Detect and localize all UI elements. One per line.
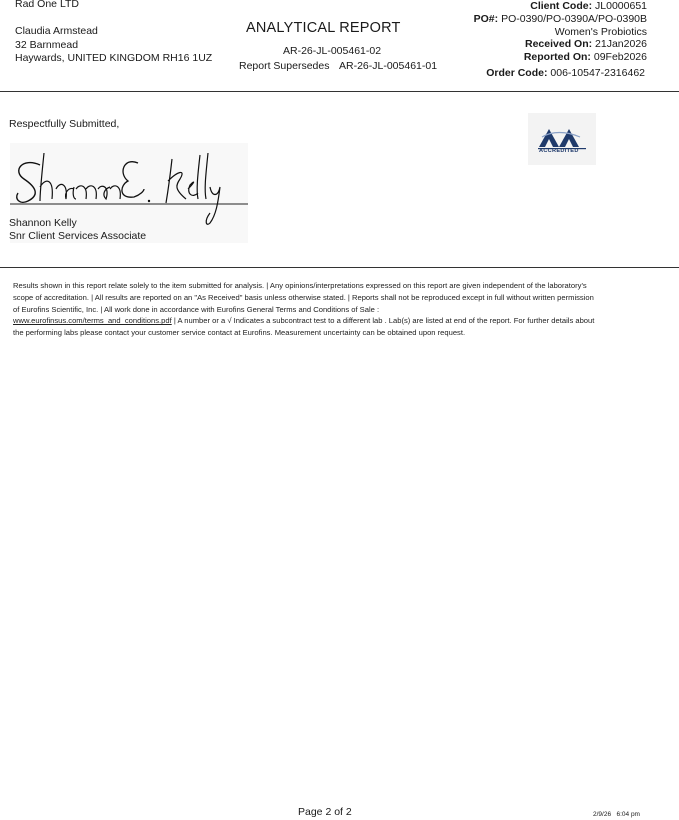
client-code-label: Client Code: [530, 0, 593, 12]
po-label: PO#: [473, 13, 499, 25]
client-contact-name: Claudia Armstead [15, 25, 98, 37]
reported-value: 09Feb2026 [593, 51, 647, 63]
disclaimer-text [13, 280, 598, 339]
product-name: Women's Probiotics [554, 26, 647, 38]
order-code-value: 006-10547-2316462 [550, 67, 645, 79]
page-number: Page 2 of 2 [298, 806, 352, 818]
supersedes-number: AR-26-JL-005461-01 [339, 60, 438, 72]
client-company: Rad One LTD [15, 0, 79, 10]
report-title: ANALYTICAL REPORT [246, 20, 401, 36]
a2la-accreditation-logo-icon [528, 113, 596, 165]
accredited-label: ACCREDITED [539, 148, 579, 154]
supersedes-label: Report Supersedes [239, 60, 330, 72]
terms-link[interactable]: www.eurofinsus.com/terms_and_conditions.pdf [13, 316, 172, 326]
client-code-value: JL0000651 [595, 0, 647, 12]
print-timestamp: 2/9/26 6:04 pm [593, 811, 640, 818]
order-code-label: Order Code: [486, 67, 548, 79]
received-label: Received On: [525, 38, 593, 50]
received-value: 21Jan2026 [595, 38, 647, 50]
signatory-name: Shannon Kelly [9, 217, 77, 229]
disclaimer-part2: | A number or a √ Indicates a subcontract test to a different lab . Lab(s) are listed at end of the report. For further details about the performing labs please contact your customer service contact at Eurofins. Measurement uncertainty can be obtained upon request. [13, 316, 595, 338]
respectfully-submitted: Respectfully Submitted, [9, 118, 120, 130]
reported-row [524, 51, 647, 63]
received-row [525, 38, 647, 50]
accreditation-badge [528, 113, 596, 165]
po-value: PO-0390/PO-0390A/PO-0390B [501, 13, 647, 25]
client-code-row [530, 0, 647, 12]
signature-divider [0, 267, 679, 268]
signatory-title: Snr Client Services Associate [9, 230, 147, 242]
client-address-line1: 32 Barnmead [15, 39, 79, 51]
client-address-line2: Haywards, UNITED KINGDOM RH16 1UZ [15, 52, 213, 64]
disclaimer-part1: Results shown in this report relate solely to the item submitted for analysis. | Any opinions/interpretations expressed on this report are given independent of the laboratory's scope of accreditation. | All results are reported on an "As Received" basis unless otherwise stated. | Reports shall not be reproduced except in full without written permission of Eurofins Scientific, Inc. | All work done in accordance with Eurofins General Terms and Conditions of Sale : [13, 281, 594, 314]
report-number: AR-26-JL-005461-02 [283, 45, 382, 57]
reported-label: Reported On: [523, 51, 591, 63]
order-code-row [486, 67, 645, 79]
po-row [474, 13, 647, 25]
header-divider [0, 91, 679, 92]
